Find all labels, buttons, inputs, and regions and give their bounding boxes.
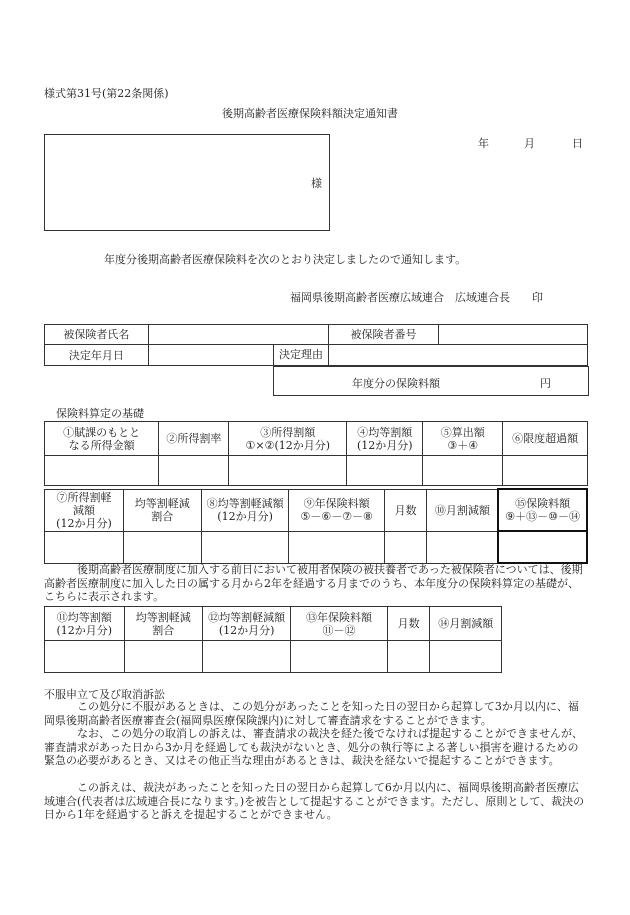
t2-v2[interactable] (123, 531, 201, 563)
decision-date-field[interactable] (148, 345, 328, 366)
t2-h3: ⑧均等割軽減額 (12か月分) (201, 489, 289, 531)
t3-h6: ⑭月割減額 (430, 607, 502, 641)
t3-v6[interactable] (430, 641, 502, 673)
insured-number-field[interactable] (438, 325, 587, 345)
yen-label: 円 (540, 377, 551, 390)
t2-v7[interactable] (498, 531, 587, 563)
t2-h7: ⑮保険料額 ⑨＋⑬－⑩－⑭ (498, 489, 587, 531)
t3-v2[interactable] (124, 641, 202, 673)
t2-h6: ⑩月割減額 (427, 489, 498, 531)
info-table (44, 324, 588, 366)
t2-v5[interactable] (384, 531, 426, 563)
insured-name-label: 被保険者氏名 (45, 325, 149, 345)
basis-table-1 (44, 421, 588, 486)
insured-number-label: 被保険者番号 (329, 325, 439, 345)
t3-v1[interactable] (45, 641, 125, 673)
t1-v4[interactable] (347, 456, 423, 486)
date-month: 月 (524, 137, 535, 150)
t2-h1: ⑦所得割軽 減額 (12か月分) (45, 489, 124, 531)
decision-date-label: 決定年月日 (45, 345, 149, 366)
decision-reason-field[interactable] (329, 345, 588, 366)
t1-v6[interactable] (503, 456, 588, 486)
t1-h5: ⑤算出額 ③＋④ (423, 422, 503, 456)
t1-h3: ③所得割額 ①×②(12か月分) (229, 422, 347, 456)
t2-v1[interactable] (45, 531, 124, 563)
t2-h4: ⑨年保険料額 ⑤－⑥－⑦－⑧ (289, 489, 384, 531)
document-title: 後期高齢者医療保険料額決定通知書 (222, 107, 398, 120)
t2-v6[interactable] (427, 531, 498, 563)
date-year: 年 (478, 137, 489, 150)
basis-table-2 (44, 488, 588, 564)
t1-h2: ②所得割率 (159, 422, 229, 456)
decision-reason-label: 決定理由 (278, 348, 323, 361)
appeal-paragraph-2: なお、この処分の取消しの訴えは、審査請求の裁決を経た後でなければ提起することができませんが、審査請求があった日から3か月を経過しても裁決がないとき、処分の執行等による著しい損害を避けるための緊急の必要があるとき、又はその他正当な理由があるときは、裁決を経ないで提起することができます。 (44, 727, 583, 767)
addressee-box[interactable] (44, 134, 330, 231)
t3-h4: ⑬年保険料額 ⑪－⑫ (291, 607, 387, 641)
t2-h5: 月数 (384, 489, 426, 531)
appeal-paragraph-1: この処分に不服があるときは、この処分があったことを知った日の翌日から起算して3か月以内に、福岡県後期高齢者医療審査会(福岡県医療保険課内)に対して審査請求をすることができます。 (44, 700, 579, 727)
appeal-heading: 不服申立て及び取消訴訟 (44, 688, 165, 701)
t3-v3[interactable] (202, 641, 290, 673)
t3-v5[interactable] (387, 641, 430, 673)
addressee-suffix: 様 (311, 177, 322, 190)
annual-premium-label: 年度分の保険料額 (352, 377, 440, 390)
t3-h2: 均等割軽減 割合 (124, 607, 202, 641)
t3-h3: ⑫均等割軽減額 (12か月分) (202, 607, 290, 641)
t1-h4: ④均等割額 (12か月分) (347, 422, 423, 456)
basis-table-3 (44, 606, 502, 673)
appeal-paragraph-3: この訴えは、裁決があったことを知った日の翌日から起算して6か月以内に、福岡県後期高齢者医療広域連合(代表者は広域連合長になります。)を被告として提起することができます。ただし、原則として、裁決の日から1年を経過すると訴えを提起することができません。 (44, 781, 585, 821)
t1-h1: ①賦課のもとと なる所得金額 (45, 422, 159, 456)
note-text: 後期高齢者医療制度に加入する前日において被用者保険の被扶養者であった被保険者については、後期高齢者医療制度に加入した日の属する月から2年を経過する月までのうち、本年度分の保険料算定の基礎が、こちらに表示されます。 (44, 563, 583, 603)
t2-v3[interactable] (201, 531, 289, 563)
intro-text: 年度分後期高齢者医療保険料を次のとおり決定しましたので通知します。 (104, 253, 467, 266)
annual-premium-box[interactable] (273, 366, 589, 396)
t3-h1: ⑪均等割額 (12か月分) (45, 607, 125, 641)
date-day: 日 (572, 137, 583, 150)
basis-heading: 保険料算定の基礎 (56, 407, 144, 420)
t1-v1[interactable] (45, 456, 159, 486)
t1-v3[interactable] (229, 456, 347, 486)
t1-v5[interactable] (423, 456, 503, 486)
insured-name-field[interactable] (148, 325, 328, 345)
t2-h2: 均等割軽減 割合 (123, 489, 201, 531)
t1-v2[interactable] (159, 456, 229, 486)
t3-v4[interactable] (291, 641, 387, 673)
t3-h5: 月数 (387, 607, 430, 641)
issuer: 福岡県後期高齢者医療広域連合 広域連合長 印 (290, 291, 543, 304)
t1-h6: ⑥限度超過額 (503, 422, 588, 456)
form-number: 様式第31号(第22条関係) (44, 87, 169, 100)
t2-v4[interactable] (289, 531, 384, 563)
